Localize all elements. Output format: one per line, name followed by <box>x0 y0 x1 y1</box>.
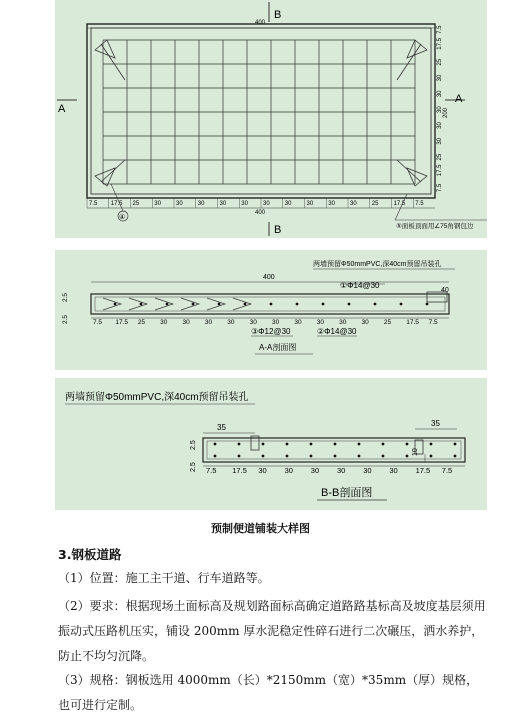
bottom-dim-label: 30 <box>219 201 227 207</box>
aa-rebar-dot <box>218 303 221 306</box>
callout-4: ④ <box>119 214 126 221</box>
aa-height-top: 2.5 <box>62 292 69 302</box>
bb-rebar-dot-bottom <box>382 455 385 458</box>
aa-rebar-dot <box>192 303 195 306</box>
section-b-bottom-label: B <box>274 224 282 236</box>
bb-dim-label: 30 <box>363 466 372 475</box>
section-a-left-label: A <box>58 103 66 115</box>
bb-side-dim: 10 <box>412 448 419 456</box>
side-dimension-column <box>435 24 443 198</box>
aa-rebar-dot <box>270 303 273 306</box>
bottom-dim-label: 17.5 <box>393 201 406 207</box>
bb-height-bottom: 2.5 <box>190 462 197 472</box>
paragraph-specification: （3）规格：钢板选用 4000mm（长）*2150mm（宽）*35mm（厚）规格，也可进行定制。 <box>58 673 479 712</box>
bottom-dim-label: 25 <box>132 201 140 207</box>
side-dim-label: 30 <box>437 74 443 82</box>
bb-rebar-dot-bottom <box>430 455 433 458</box>
side-total-dimension: 200 <box>443 107 449 118</box>
aa-dim-label: 25 <box>383 319 392 326</box>
bottom-dim-label: 30 <box>154 201 161 207</box>
aa-dim-label: 30 <box>272 319 280 326</box>
side-dim-label: 7.5 <box>437 25 443 34</box>
bottom-dim-label: 17.5 <box>110 201 123 207</box>
section-b-top-label: B <box>274 9 282 21</box>
aa-dim-label: 30 <box>316 319 324 326</box>
aa-rebar-dots <box>114 303 429 306</box>
aa-rebar-3-label: ③Φ12@30 <box>251 327 291 336</box>
bb-dim-label: 7.5 <box>441 466 453 475</box>
aa-dim-label: 30 <box>361 319 369 326</box>
bb-rebar-dot-bottom <box>238 455 241 458</box>
plan-view-drawing <box>55 0 487 238</box>
bottom-dim-label: 7.5 <box>415 201 424 207</box>
bb-rebar-dot-top <box>454 443 457 446</box>
paragraph-location: （1）位置：施工主干道、行车道路等。 <box>58 571 270 585</box>
section-a-right-label: A <box>455 93 463 105</box>
bottom-dim-label: 30 <box>263 201 270 207</box>
plan-view-panel <box>55 0 487 238</box>
bottom-dim-label: 30 <box>284 201 292 207</box>
side-dim-label: 17.5 <box>437 38 443 50</box>
overall-dimension-bottom: 400 <box>255 210 266 216</box>
bb-dim-label: 30 <box>310 466 320 475</box>
aa-rebar-dot <box>426 303 429 306</box>
bb-rebar-dot-top <box>262 443 265 446</box>
bb-rebar-dot-bottom <box>358 455 361 458</box>
bb-rebar-dot-bottom <box>406 455 409 458</box>
side-dim-label: 17.5 <box>437 164 443 177</box>
bottom-dim-label: 30 <box>350 201 357 207</box>
section-aa-panel <box>55 250 487 370</box>
bb-dim-label: 30 <box>258 466 267 475</box>
aa-height-bottom: 2.5 <box>62 314 69 324</box>
aa-dimension-row <box>91 318 449 326</box>
bb-hoisting-note: 两墙预留Φ50mmPVC,深40cm预留吊装孔 <box>65 392 249 403</box>
aa-rebar-2-label: ②Φ14@30 <box>317 327 357 336</box>
bb-rebar-dot-bottom <box>454 455 457 458</box>
aa-rebar-dot <box>374 303 377 306</box>
aa-dim-label: 7.5 <box>93 319 103 326</box>
aa-section-title: A-A剖面图 <box>259 343 297 352</box>
section-heading: 3.钢板道路 <box>58 547 122 562</box>
aa-rebar-1-label: ①Φ14@30 <box>340 281 380 290</box>
bb-slab-section <box>203 438 465 462</box>
rebar-grid <box>103 40 415 184</box>
overall-dimension-top: 400 <box>255 20 266 26</box>
aa-hook <box>155 298 173 310</box>
bb-rebar-dot-bottom <box>214 455 217 458</box>
figure-caption: 预制便道铺装大样图 <box>211 522 310 535</box>
slab-outline <box>87 24 435 198</box>
side-dim-label: 25 <box>437 58 443 66</box>
side-dim-label: 30 <box>437 90 443 98</box>
aa-rebar-dot <box>348 303 351 306</box>
aa-overall-dimension: 400 <box>263 274 275 281</box>
aa-dim-label: 17.5 <box>115 319 129 326</box>
aa-dim-label: 30 <box>339 319 347 326</box>
paragraph-requirements: （2）要求：根据现场土面标高及规划路面标高确定道路路基标高及坡度基层须用振动式压路机压实，铺设 200mm 厚水泥稳定性碎石进行二次碾压，洒水养护，防止不均匀沉降。 <box>58 599 486 663</box>
bb-rebar-dot-top <box>238 443 241 446</box>
side-dim-label: 25 <box>437 153 443 161</box>
aa-dim-label: 30 <box>160 319 168 326</box>
bb-section-title: B-B剖面图 <box>321 487 373 499</box>
bottom-dim-label: 30 <box>306 201 314 207</box>
bb-rebar-dot-bottom <box>310 455 313 458</box>
bb-dim-label: 30 <box>337 466 346 475</box>
bottom-dim-label: 30 <box>328 201 335 207</box>
bottom-dim-label: 25 <box>371 201 379 207</box>
bb-dim-label: 17.5 <box>415 466 431 475</box>
aa-hook <box>129 298 147 310</box>
bb-rebar-dot-top <box>214 443 217 446</box>
aa-dim-label: 30 <box>182 319 190 326</box>
side-dim-label: 30 <box>437 122 443 129</box>
aa-rebar-dot <box>400 303 403 306</box>
aa-rebar-dot <box>322 303 325 306</box>
bb-dim-label: 17.5 <box>232 466 247 475</box>
section-bb-panel <box>55 378 487 510</box>
bb-rebar-dot-top <box>358 443 361 446</box>
bb-dim-label: 30 <box>284 466 293 475</box>
bb-dim-label: 7.5 <box>206 466 217 475</box>
aa-rebar-dot <box>140 303 143 306</box>
bb-dimension-row <box>203 466 465 475</box>
bottom-dimension-row <box>87 198 424 208</box>
aa-hoisting-note: 两墙预留Φ50mmPVC,深40cm预留吊装孔 <box>313 261 442 268</box>
aa-hook <box>233 298 251 310</box>
bb-rebar-dot-top <box>382 443 385 446</box>
aa-dim-label: 30 <box>249 319 257 326</box>
bb-top-dim-right: 35 <box>431 419 440 428</box>
aa-dim-label: 30 <box>227 319 235 326</box>
bb-rebar-dot-top <box>286 443 289 446</box>
aa-hook <box>103 298 121 310</box>
side-dim-label: 7.5 <box>437 183 443 193</box>
aa-lifting-hooks <box>103 298 251 310</box>
aa-dim-label: 25 <box>137 319 145 326</box>
bb-rebar-dot-top <box>334 443 337 446</box>
aa-hook <box>181 298 199 310</box>
bb-rebar-dot-top <box>310 443 313 446</box>
bb-height-top: 2.5 <box>190 440 197 450</box>
aa-rebar-dot <box>296 303 299 306</box>
bb-rebar-dot-top <box>430 443 433 446</box>
aa-dim-label: 30 <box>294 319 302 326</box>
bb-top-dim-left: 35 <box>217 423 226 432</box>
aa-dim-label: 7.5 <box>428 319 438 326</box>
bottom-dim-label: 30 <box>241 201 248 207</box>
bb-rebar-dot-bottom <box>262 455 265 458</box>
bottom-dim-label: 7.5 <box>89 201 98 207</box>
section-aa-drawing <box>55 250 487 370</box>
bb-rebar-dot-top <box>406 443 409 446</box>
aa-dim-label: 17.5 <box>406 319 419 326</box>
bottom-dim-label: 30 <box>176 201 183 207</box>
bb-rebar-dot-bottom <box>286 455 289 458</box>
side-dim-label: 30 <box>437 137 443 145</box>
bb-rebar-dot-bottom <box>334 455 337 458</box>
aa-dim-label: 30 <box>204 319 213 326</box>
lifting-hook-corners <box>95 40 427 186</box>
bb-rebar-dots <box>214 443 457 458</box>
aa-hook <box>207 298 225 310</box>
bottom-dim-label: 30 <box>197 201 205 207</box>
bb-dim-label: 30 <box>389 466 398 475</box>
slab-inner-outline <box>91 28 431 194</box>
aa-right-dimension: 40 <box>441 287 449 294</box>
aa-rebar-dot <box>114 303 117 306</box>
aa-rebar-dot <box>166 303 169 306</box>
section-bb-drawing <box>55 378 487 510</box>
side-dim-label: 30 <box>437 106 443 113</box>
callout-5-note: ⑤面板顶面用∠75角钢包边 <box>396 223 474 230</box>
aa-rebar-dot <box>244 303 247 306</box>
